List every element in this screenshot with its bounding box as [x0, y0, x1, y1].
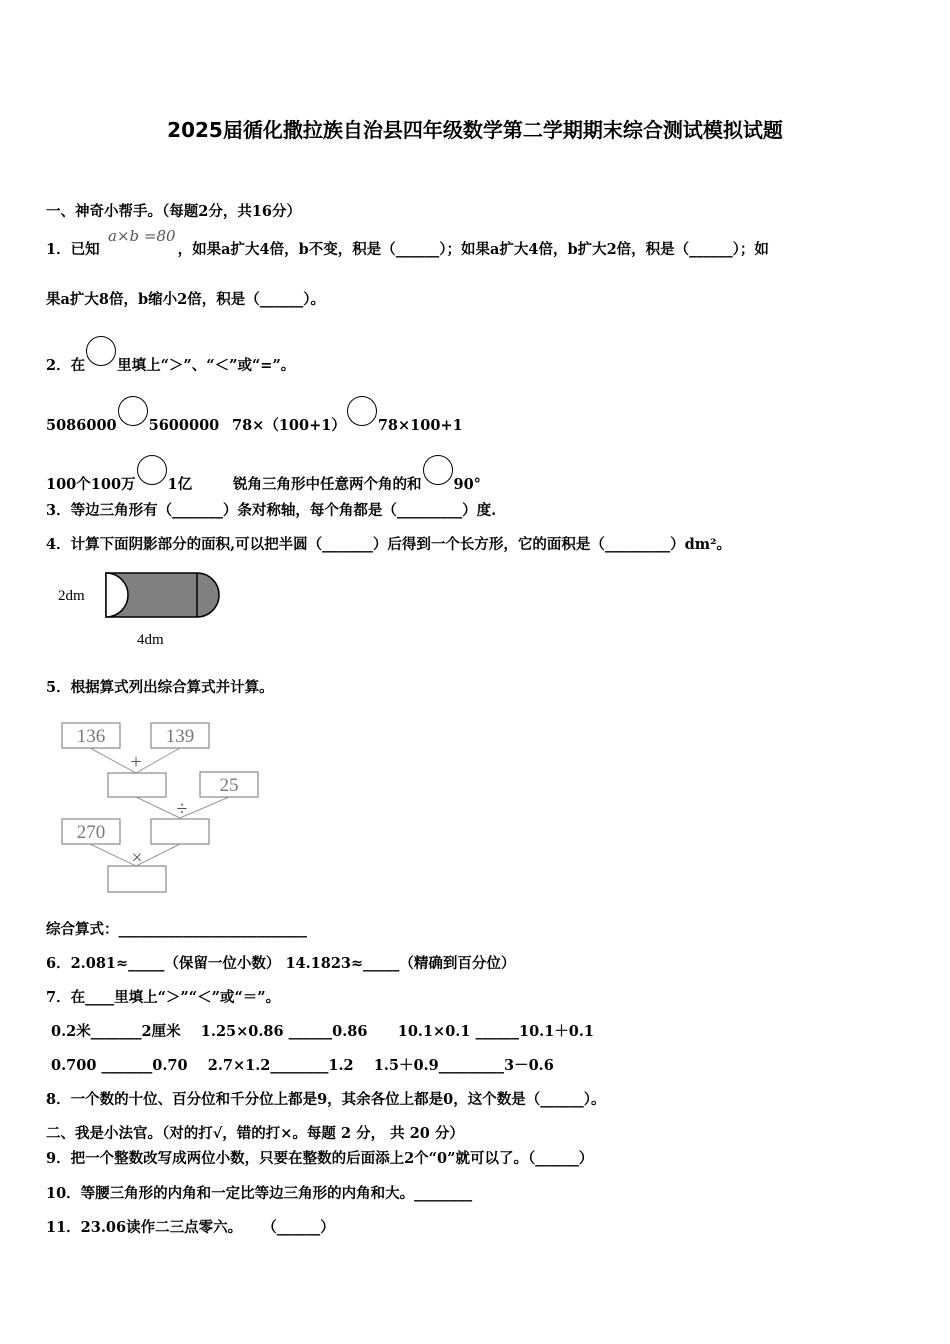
q2-intro-a: 2．在 [46, 357, 86, 374]
q4-height-label: 2dm [58, 588, 85, 604]
q5-plus-icon: + [130, 751, 142, 773]
q2-r1a-left: 5086000 [46, 417, 117, 434]
q5-answer-line[interactable]: 综合算式：__________________________ [46, 921, 307, 938]
q5-number-3: 25 [219, 775, 239, 796]
compare-circle-icon[interactable] [423, 455, 453, 485]
q8-text: 8．一个数的十位、百分位和千分位上都是9，其余各位上都是0，这个数是（______）。 [46, 1091, 606, 1108]
q5-multiply-icon: × [131, 847, 143, 869]
q1-line-1 [46, 240, 769, 260]
q2-r2a-right: 1亿 [167, 476, 193, 493]
q2-intro-b: 里填上“＞”、“＜”或“=”。 [117, 357, 296, 374]
q5-number-1: 136 [76, 726, 106, 747]
q2-intro [46, 336, 295, 376]
q7-row-1: 0.2米_______2厘米 1.25×0.86 ______0.86 10.1×0.1 ______10.1＋0.1 [46, 1023, 595, 1040]
compare-circle-icon[interactable] [137, 455, 167, 485]
q1-text-1: ，如果a扩大4倍，b不变，积是（______）；如果a扩大4倍，b扩大2倍，积是（______）；如 [177, 241, 769, 258]
compare-circle-icon [86, 336, 116, 366]
compare-circle-icon[interactable] [118, 396, 148, 426]
page-title: 2025届循化撒拉族自治县四年级数学第二学期期末综合测试模拟试题 [167, 118, 783, 142]
q5-box-result[interactable] [108, 866, 166, 892]
q5-number-2: 139 [165, 726, 195, 747]
q2-r1a-right: 5600000 [148, 417, 220, 434]
q5-box-quotient[interactable] [151, 819, 209, 844]
compare-circle-icon[interactable] [347, 396, 377, 426]
q4-text: 4．计算下面阴影部分的面积,可以把半圆（_______）后得到一个长方形，它的面积是（_________）dm²。 [46, 536, 731, 553]
q2-r2b-left: 锐角三角形中任意两个角的和 [233, 476, 422, 493]
q4-shaded-figure [46, 566, 246, 652]
q7-intro: 7．在____里填上“＞”“＜”或“＝”。 [46, 989, 281, 1006]
q1-line-2: 果a扩大8倍，b缩小2倍，积是（______）。 [46, 291, 325, 308]
q1-formula: a×b =80 [108, 227, 176, 245]
q5-text: 5．根据算式列出综合算式并计算。 [46, 679, 274, 696]
section-2-heading: 二、我是小法官。（对的打√，错的打×。每题 2 分， 共 20 分） [46, 1125, 464, 1142]
q5-calc-diagram [58, 716, 268, 898]
q3-text: 3．等边三角形有（_______）条对称轴，每个角都是（_________）度. [46, 502, 497, 519]
q2-row-2 [46, 455, 192, 495]
q2-row-1b [232, 396, 463, 436]
q9-text: 9．把一个整数改写成两位小数，只要在整数的后面添上2个“0”就可以了。（______） [46, 1150, 594, 1167]
q10-text: 10．等腰三角形的内角和一定比等边三角形的内角和大。________ [46, 1185, 473, 1202]
q1-prefix: 1．已知 [46, 241, 100, 258]
q2-row-2b [233, 455, 481, 495]
q2-r1b-right: 78×100+1 [377, 417, 463, 434]
q5-divide-icon: ÷ [176, 798, 188, 820]
q7-row-2: 0.700 _______0.70 2.7×1.2________1.2 1.5＋0.9_________3－0.6 [46, 1057, 554, 1074]
q2-row-1 [46, 396, 219, 436]
q5-number-4: 270 [76, 822, 106, 843]
q4-width-label: 4dm [137, 632, 164, 648]
section-1-heading: 一、神奇小帮手。（每题2分，共16分） [46, 203, 302, 220]
q2-r2b-right: 90° [453, 476, 481, 493]
q2-r2a-left: 100个100万 [46, 476, 136, 493]
q5-box-sum[interactable] [108, 773, 166, 797]
q6-text: 6．2.081≈_____（保留一位小数） 14.1823≈_____（精确到百分位） [46, 955, 516, 972]
q11-text: 11．23.06读作二三点零六。 （______） [46, 1219, 335, 1236]
q2-r1b-left: 78×（100+1） [232, 417, 346, 434]
